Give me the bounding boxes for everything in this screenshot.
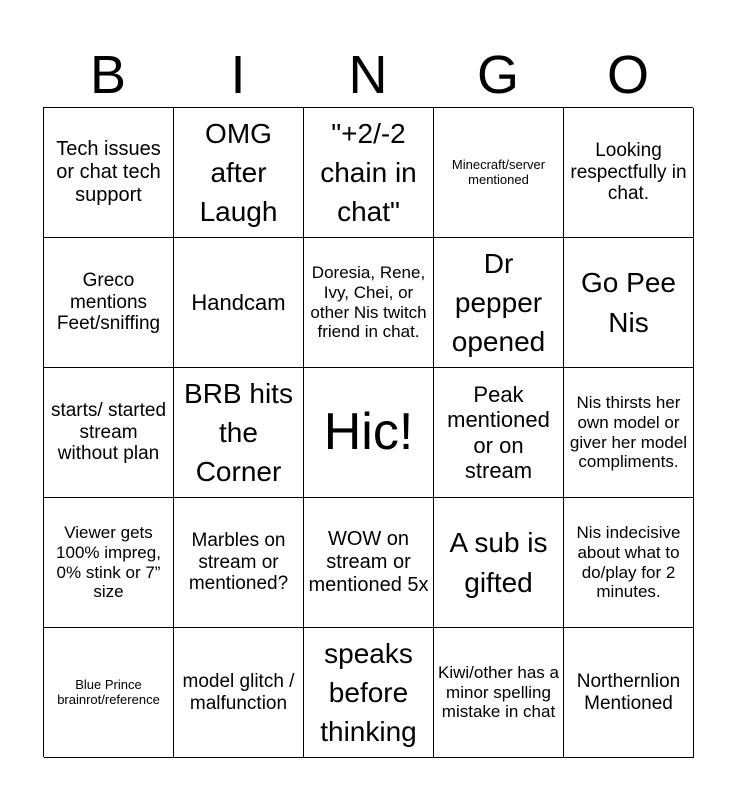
bingo-cell-r3c5[interactable]: Nis thirsts her own model or giver her model compliments. xyxy=(564,368,694,498)
bingo-cell-r3c4[interactable]: Peak mentioned or on stream xyxy=(434,368,564,498)
bingo-cell-r4c1[interactable]: Viewer gets 100% impreg, 0% stink or 7” size xyxy=(44,498,174,628)
bingo-cell-r5c5[interactable]: Northernlion Mentioned xyxy=(564,628,694,758)
header-letter-o: O xyxy=(606,45,649,105)
bingo-cell-r4c3[interactable]: WOW on stream or mentioned 5x xyxy=(304,498,434,628)
header-letter-g: G xyxy=(476,45,519,105)
bingo-cell-r1c4[interactable]: Minecraft/server mentioned xyxy=(434,108,564,238)
header-letter-b: B xyxy=(89,45,127,105)
bingo-cell-r3c1[interactable]: starts/ started stream without plan xyxy=(44,368,174,498)
bingo-cell-r3c2[interactable]: BRB hits the Corner xyxy=(174,368,304,498)
bingo-cell-r1c5[interactable]: Looking respectfully in chat. xyxy=(564,108,694,238)
bingo-grid xyxy=(43,107,693,757)
bingo-cell-r1c3[interactable]: "+2/-2 chain in chat" xyxy=(304,108,434,238)
bingo-cell-r1c1[interactable]: Tech issues or chat tech support xyxy=(44,108,174,238)
bingo-cell-r1c2[interactable]: OMG after Laugh xyxy=(174,108,304,238)
bingo-cell-r2c3[interactable]: Doresia, Rene, Ivy, Chei, or other Nis twitch friend in chat. xyxy=(304,238,434,368)
bingo-cell-r5c4[interactable]: Kiwi/other has a minor spelling mistake in chat xyxy=(434,628,564,758)
bingo-cell-r4c4[interactable]: A sub is gifted xyxy=(434,498,564,628)
header-letter-n: N xyxy=(348,45,388,105)
bingo-cell-r2c5[interactable]: Go Pee Nis xyxy=(564,238,694,368)
bingo-header xyxy=(43,42,693,108)
bingo-cell-r2c1[interactable]: Greco mentions Feet/sniffing xyxy=(44,238,174,368)
bingo-cell-r5c3[interactable]: speaks before thinking xyxy=(304,628,434,758)
bingo-cell-r3c3-free[interactable]: Hic! xyxy=(304,368,434,498)
header-letter-i: I xyxy=(230,45,246,105)
bingo-cell-r4c2[interactable]: Marbles on stream or mentioned? xyxy=(174,498,304,628)
bingo-cell-r2c4[interactable]: Dr pepper opened xyxy=(434,238,564,368)
bingo-cell-r5c1[interactable]: Blue Prince brainrot/reference xyxy=(44,628,174,758)
bingo-cell-r5c2[interactable]: model glitch / malfunction xyxy=(174,628,304,758)
bingo-cell-r4c5[interactable]: Nis indecisive about what to do/play for 2 minutes. xyxy=(564,498,694,628)
bingo-cell-r2c2[interactable]: Handcam xyxy=(174,238,304,368)
